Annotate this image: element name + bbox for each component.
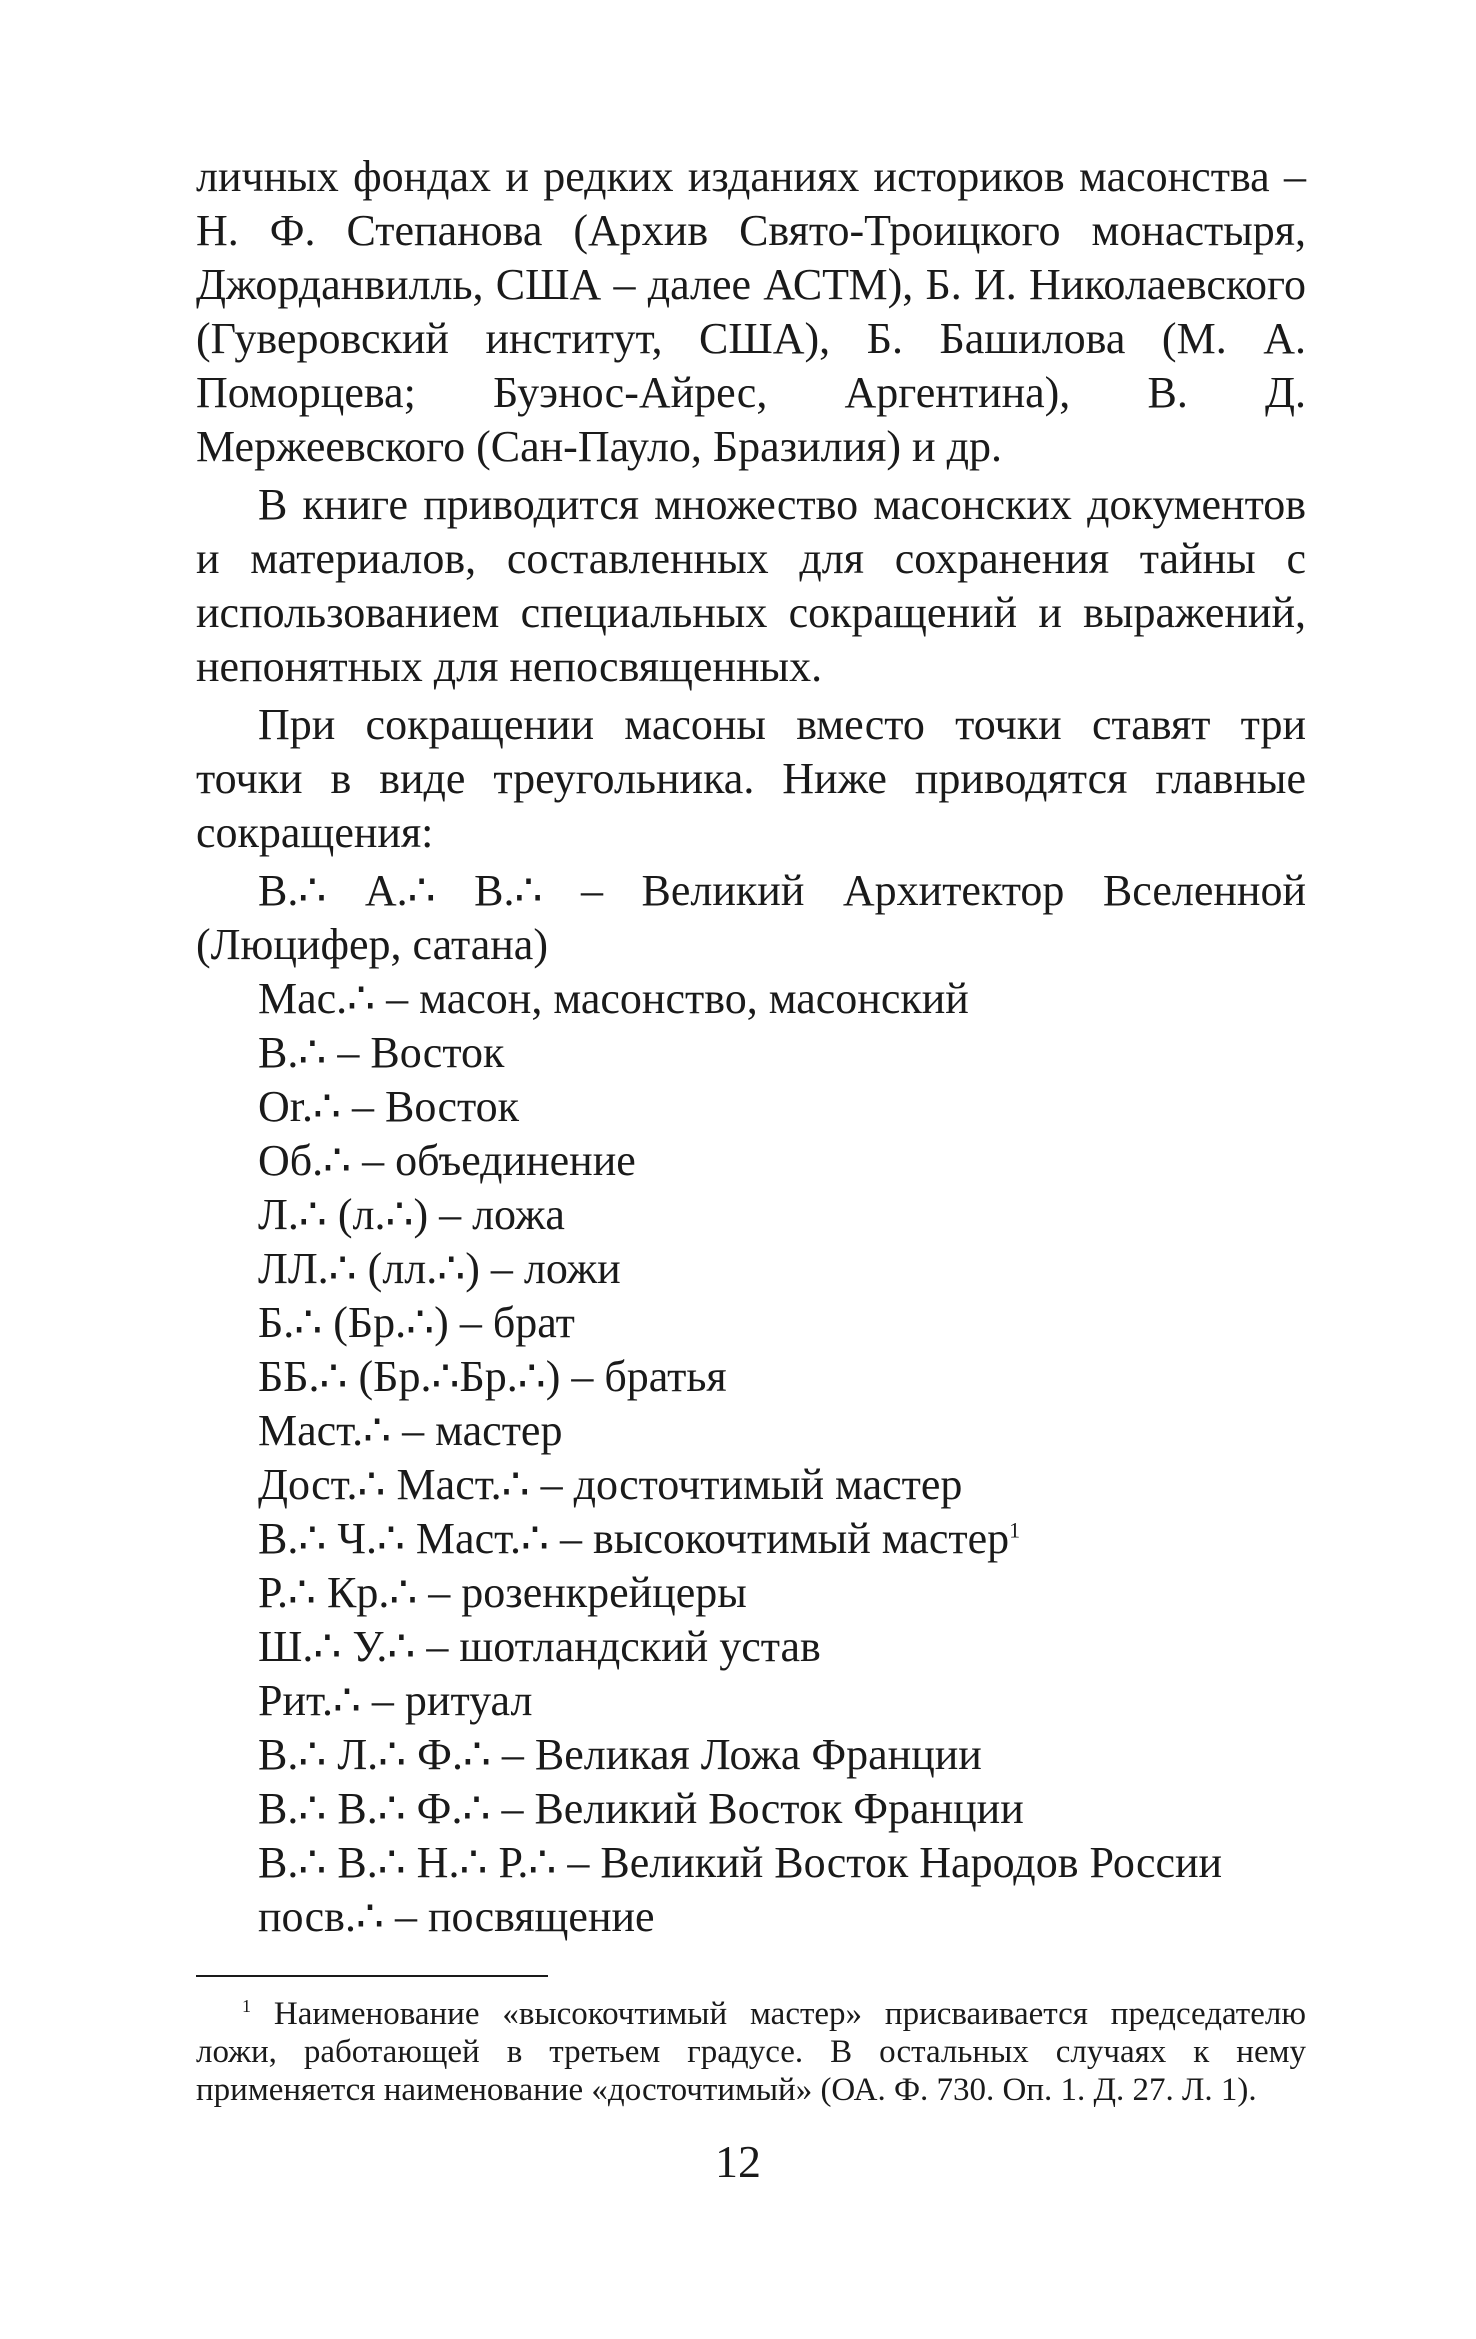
abbreviation-item: В.∴ В.∴ Ф.∴ – Великий Восток Франции: [258, 1784, 1024, 1833]
abbreviation-item: Маст.∴ – мастер: [258, 1406, 563, 1455]
footnote-reference[interactable]: 1: [1009, 1517, 1021, 1543]
paragraph-documents: В книге приводится множество масонских документов и материалов, составленных для сохранения тайны с использованием специальных сокращений и выражений, непонятных для непосвященных.: [196, 480, 1306, 691]
abbreviation-item: В.∴ Л.∴ Ф.∴ – Великая Ложа Франции: [258, 1730, 982, 1779]
abbreviation-item: Об.∴ – объединение: [258, 1136, 636, 1185]
footnote-marker: 1: [242, 1996, 251, 2016]
abbreviation-item: В.∴ А.∴ В.∴ – Великий Архитектор Вселенной (Люцифер, сатана): [196, 866, 1306, 969]
page-number: 12: [715, 2136, 761, 2187]
abbreviation-item: Л.∴ (л.∴) – ложа: [258, 1190, 565, 1239]
footnote: [196, 1995, 1306, 2109]
paragraph-abbreviation-intro: При сокращении масоны вместо точки ставят три точки в виде треугольника. Ниже приводятся главные сокращения:: [196, 700, 1306, 857]
page-body: [196, 150, 1306, 1944]
abbreviation-item: Мас.∴ – масон, масонство, масонский: [258, 974, 969, 1023]
abbreviation-item: посв.∴ – посвящение: [258, 1892, 655, 1941]
abbreviation-item: Рит.∴ – ритуал: [258, 1676, 533, 1725]
abbreviation-list: [196, 864, 1306, 1944]
abbreviation-item: Б.∴ (Бр.∴) – брат: [258, 1298, 575, 1347]
abbreviation-item: Or.∴ – Восток: [258, 1082, 519, 1131]
abbreviation-item: В.∴ В.∴ Н.∴ Р.∴ – Великий Восток Народов России: [258, 1838, 1223, 1887]
abbreviation-text: В.∴ Ч.∴ Маст.∴ – высокочтимый мастер: [258, 1514, 1010, 1563]
footnote-text: Наименование «высокочтимый мастер» присваивается председателю ложи, работающей в третьем градусе. В остальных случаях к нему применяется наименование «досточтимый» (ОА. Ф. 730. Оп. 1. Д. 27. Л. 1).: [196, 1996, 1306, 2108]
abbreviation-item: Р.∴ Кр.∴ – розенкрейцеры: [258, 1568, 747, 1617]
abbreviation-item: В.∴ – Восток: [258, 1028, 505, 1077]
footnote-divider: [196, 1975, 548, 1977]
abbreviation-item-with-footnote: [196, 1512, 1306, 1566]
abbreviation-item: Ш.∴ У.∴ – шотландский устав: [258, 1622, 821, 1671]
abbreviation-item: ЛЛ.∴ (лл.∴) – ложи: [258, 1244, 621, 1293]
abbreviation-item: ББ.∴ (Бр.∴Бр.∴) – братья: [258, 1352, 727, 1401]
paragraph-sources: личных фондах и редких изданиях историков масонства – Н. Ф. Степанова (Архив Свято-Троицкого монастыря, Джорданвилль, США – далее АСТМ), Б. И. Николаевского (Гуверовский институт, США), Б. Башилова (М. А. Поморцева; Буэнос-Айрес, Аргентина), В. Д. Мержеевского (Сан-Пауло, Бразилия) и др.: [196, 152, 1306, 471]
abbreviation-item: Дост.∴ Маст.∴ – досточтимый мастер: [258, 1460, 963, 1509]
